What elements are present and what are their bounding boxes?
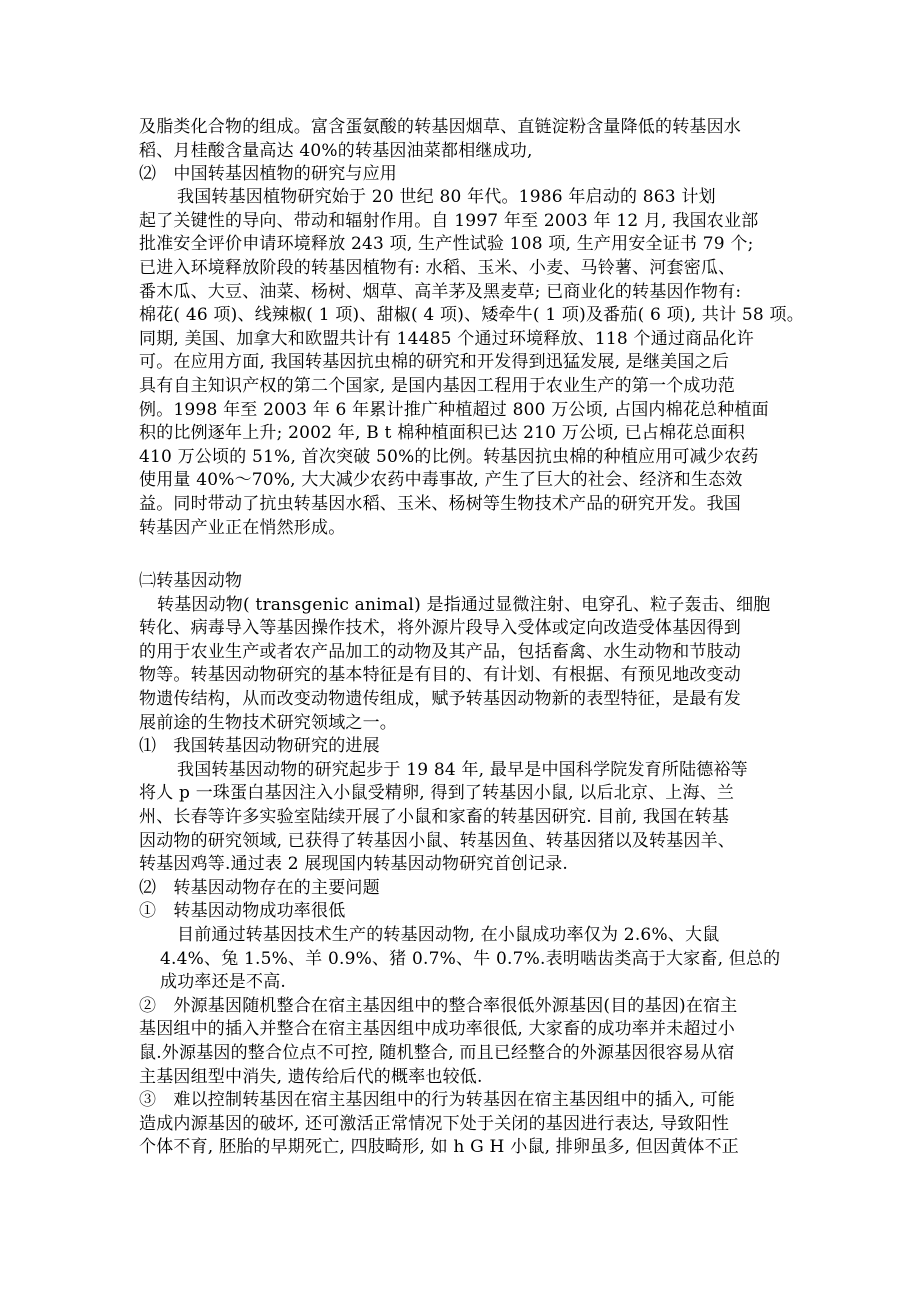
text-line: 展前途的生物技术研究领域之一。	[139, 713, 397, 733]
text-line: 因动物的研究领域, 已获得了转基因小鼠、转基因鱼、转基因猪以及转基因羊、	[139, 831, 736, 851]
text-line: 基因组中的插入并整合在宿主基因组中成功率很低, 大家畜的成功率并未超过小	[139, 1019, 736, 1039]
text-line: 具有自主知识产权的第二个国家, 是国内基因工程用于农业生产的第一个成功范	[139, 376, 736, 396]
text-line: 的用于农业生产或者农产品加工的动物及其产品，包括畜禽、水生动物和节肢动	[139, 642, 741, 662]
text-line: 转化、病毒导入等基因操作技术，将外源片段导入受体或定向改造受体基因得到	[139, 618, 741, 638]
text-line: 可。在应用方面, 我国转基因抗虫棉的研究和开发得到迅猛发展, 是继美国之后	[139, 352, 730, 372]
text-line: 已进入环境释放阶段的转基因植物有: 水稻、玉米、小麦、马铃薯、河套密瓜、	[139, 258, 736, 278]
text-line: 及脂类化合物的组成。富含蛋氨酸的转基因烟草、直链淀粉含量降低的转基因水	[139, 117, 741, 137]
text-line: 410 万公顷的 51%, 首次突破 50%的比例。转基因抗虫棉的种植应用可减少农药	[139, 447, 759, 467]
text-line: 棉花( 46 项)、线辣椒( 1 项)、甜椒( 4 项)、矮牵牛( 1 项)及番茄( 6 项), 共计 58 项。	[139, 305, 804, 325]
text-line: 同期, 美国、加拿大和欧盟共计有 14485 个通过环境释放、118 个通过商品化许	[139, 329, 754, 349]
text-line: 转基因产业正在悄然形成。	[139, 518, 346, 538]
text-line: 转基因动物( transgenic animal) 是指通过显微注射、电穿孔、粒子轰击、细胞	[157, 595, 771, 615]
text-line: 成功率还是不高.	[160, 972, 287, 992]
text-line: 我国转基因动物的研究起步于 19 84 年, 最早是中国科学院发育所陆德裕等	[177, 760, 748, 780]
text-line: 稻、月桂酸含量高达 40%的转基因油菜都相继成功,	[139, 141, 533, 161]
section-heading: ⑴ 我国转基因动物研究的进展	[139, 736, 380, 756]
text-line: 将人 p 一珠蛋白基因注入小鼠受精卵, 得到了转基因小鼠, 以后北京、上海、兰	[139, 783, 735, 803]
text-line: 使用量 40%～70%, 大大减少农药中毒事故, 产生了巨大的社会、经济和生态效	[139, 470, 743, 490]
text-line: 物等。转基因动物研究的基本特征是有目的、有计划、有根据、有预见地改变动	[139, 665, 741, 685]
text-line: 州、长春等许多实验室陆续开展了小鼠和家畜的转基因研究. 目前, 我国在转基	[139, 807, 730, 827]
text-line: 转基因鸡等.通过表 2 展现国内转基因动物研究首创记录.	[139, 854, 569, 874]
section-heading: ㈡转基因动物	[139, 571, 243, 591]
text-line: 例。1998 年至 2003 年 6 年累计推广种植超过 800 万公顷, 占国内棉花总种植面	[139, 400, 769, 420]
text-line: ③ 难以控制转基因在宿主基因组中的行为转基因在宿主基因组中的插入, 可能	[139, 1090, 736, 1110]
text-line: 番木瓜、大豆、油菜、杨树、烟草、高羊茅及黑麦草; 已商业化的转基因作物有:	[139, 282, 742, 302]
text-line: 目前通过转基因技术生产的转基因动物, 在小鼠成功率仅为 2.6%、大鼠	[177, 925, 720, 945]
section-heading: ① 转基因动物成功率很低	[139, 901, 346, 921]
text-line: 物遗传结构，从而改变动物遗传组成，赋予转基因动物新的表型特征，是最有发	[139, 689, 741, 709]
text-line: 主基因组型中消失, 遗传给后代的概率也较低.	[139, 1067, 483, 1087]
section-heading: ⑵ 转基因动物存在的主要问题	[139, 878, 380, 898]
text-line: 造成内源基因的破坏, 还可激活正常情况下处于关闭的基因进行表达, 导致阳性	[139, 1114, 730, 1134]
text-line: 起了关键性的导向、带动和辐射作用。自 1997 年至 2003 年 12 月, 我国农业部	[139, 211, 759, 231]
text-line: 4.4%、兔 1.5%、羊 0.9%、猪 0.7%、牛 0.7%.表明啮齿类高于大家畜, 但总的	[160, 949, 781, 969]
text-line: 鼠.外源基因的整合位点不可控, 随机整合, 而且已经整合的外源基因很容易从宿	[139, 1043, 735, 1063]
text-line: 个体不育, 胚胎的早期死亡, 四肢畸形, 如 h G H 小鼠, 排卵虽多, 但因黄体不正	[139, 1137, 740, 1157]
text-line: 积的比例逐年上升; 2002 年, B t 棉种植面积已达 210 万公顷, 已占棉花总面积	[139, 423, 745, 443]
text-line: ② 外源基因随机整合在宿主基因组中的整合率很低外源基因(目的基因)在宿主	[139, 996, 738, 1016]
text-line: 益。同时带动了抗虫转基因水稻、玉米、杨树等生物技术产品的研究开发。我国	[139, 494, 741, 514]
text-line: 我国转基因植物研究始于 20 世纪 80 年代。1986 年启动的 863 计划	[177, 187, 716, 207]
text-line: 批准安全评价申请环境释放 243 项, 生产性试验 108 项, 生产用安全证书 79 个;	[139, 234, 754, 254]
section-heading: ⑵ 中国转基因植物的研究与应用	[139, 164, 397, 184]
